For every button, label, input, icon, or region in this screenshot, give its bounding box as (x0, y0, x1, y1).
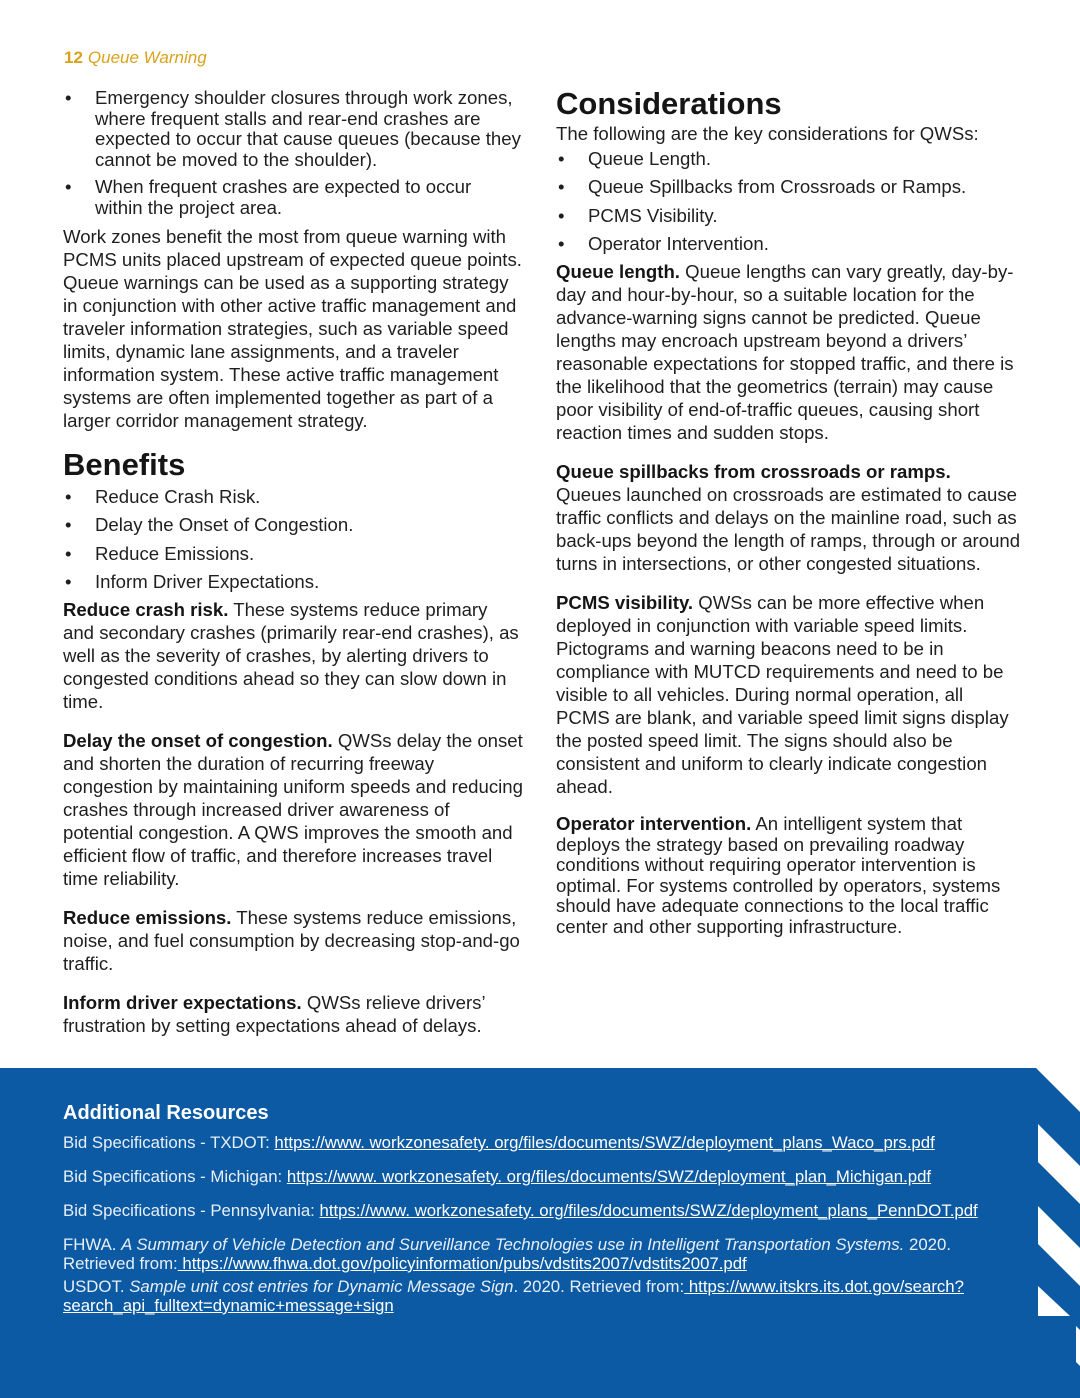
resource-item-usdot (63, 1277, 1008, 1315)
left-column (63, 88, 523, 1037)
paragraph-text: Queue lengths can vary greatly, day-by-day and hour-by-hour, so a suitable location for the advance-warning signs cannot be predicted. Queue lengths may encroach upstream beyond a drivers’ reasonable expectations for stopped traffic, and there is the likelihood that the geometrics (terrain) may cause poor visibility of end-of-traffic queues, causing short reaction times and sudden stops. (556, 261, 1014, 444)
paragraph-lead: Delay the onset of congestion. (63, 730, 333, 752)
list-item: • Operator Intervention. (556, 230, 1021, 258)
right-column (556, 88, 1021, 937)
considerations-intro: The following are the key considerations for QWSs: (556, 123, 979, 144)
citation-author: FHWA. (63, 1235, 122, 1254)
considerations-heading: Considerations (556, 86, 782, 121)
citation-suffix: 2020. Retrieved from: (63, 1235, 951, 1273)
resource-link-txdot[interactable]: https://www. workzonesafety. org/files/documents/SWZ/deployment_plans_Waco_prs.pdf (274, 1133, 935, 1152)
benefit-paragraph-crash-risk (63, 598, 523, 713)
paragraph-lead: Inform driver expectations. (63, 992, 302, 1014)
benefit-paragraph-emissions (63, 906, 523, 975)
page-number: 12 (64, 48, 83, 67)
citation-author: USDOT. (63, 1277, 130, 1296)
citation-suffix: . 2020. Retrieved from: (513, 1277, 685, 1296)
paragraph-lead: PCMS visibility. (556, 592, 694, 614)
paragraph-lead: Queue spillbacks from crossroads or ramps. (556, 461, 951, 483)
list-item: • Queue Length. (556, 145, 1021, 173)
resource-item-fhwa (63, 1235, 1008, 1273)
resource-label: Bid Specifications - Michigan: (63, 1167, 287, 1186)
list-item: • PCMS Visibility. (556, 202, 1021, 230)
resources-heading: Additional Resources (63, 1102, 269, 1124)
paragraph-text: QWSs relieve drivers’ frustration by setting expectations ahead of delays. (63, 992, 485, 1037)
intro-paragraph: Work zones benefit the most from queue warning with PCMS units placed upstream of expected queue points. Queue warnings can be used as a supporting strategy in conjunction with other active traffic management and traveler information strategies, such as variable speed limits, dynamic lane assignments, and a traveler information system. These active traffic management systems are often implemented together as part of a larger corridor management strategy. (63, 226, 522, 431)
citation-title: A Summary of Vehicle Detection and Surveillance Technologies use in Intelligent Transportation Systems. (121, 1235, 905, 1254)
resource-link-michigan[interactable]: https://www. workzonesafety. org/files/documents/SWZ/deployment_plan_Michigan.pdf (286, 1167, 932, 1186)
paragraph-text: An intelligent system that deploys the strategy based on prevailing roadway conditions without requiring operator intervention is optimal. For systems controlled by operators, systems should have adequate connections to the local traffic center and other supporting infrastructure. (556, 813, 1001, 937)
consideration-paragraph-spillbacks (556, 460, 1021, 575)
list-item: • Reduce Emissions. (63, 540, 523, 568)
diagonal-stripes-decoration (1000, 1068, 1080, 1398)
list-item: • Delay the Onset of Congestion. (63, 511, 523, 539)
running-title: Queue Warning (87, 48, 207, 67)
list-item: • When frequent crashes are expected to occur within the project area. (63, 177, 523, 218)
resource-item-txdot (63, 1133, 1008, 1153)
list-item: • Reduce Crash Risk. (63, 483, 523, 511)
paragraph-text: These systems reduce primary and secondary crashes (primarily rear-end crashes), as well as the severity of crashes, by alerting drivers to congested conditions ahead so they can slow down in time. (63, 599, 519, 713)
benefit-paragraph-congestion (63, 729, 523, 890)
page-header (64, 48, 207, 68)
additional-resources-panel (0, 1068, 1080, 1398)
list-item: • Queue Spillbacks from Crossroads or Ramps. (556, 173, 1021, 201)
paragraph-lead: Queue length. (556, 261, 680, 283)
consideration-paragraph-queue-length (556, 260, 1021, 444)
consideration-paragraph-operator (556, 814, 1021, 937)
resource-label: Bid Specifications - Pennsylvania: (63, 1201, 320, 1220)
resource-link-usdot[interactable]: https://www.itskrs.its.dot.gov/search?search_api_fulltext=dynamic+message+sign (63, 1277, 964, 1315)
paragraph-text: QWSs delay the onset and shorten the duration of recurring freeway congestion by maintaining uniform speeds and reducing crashes through increased driver awareness of potential congestion. A QWS improves the smooth and efficient flow of traffic, and therefore increases travel time reliability. (63, 730, 523, 890)
scenario-list (63, 88, 523, 218)
paragraph-lead: Reduce emissions. (63, 907, 232, 929)
considerations-list (556, 145, 1021, 258)
paragraph-text: These systems reduce emissions, noise, and fuel consumption by decreasing stop-and-go traffic. (63, 907, 520, 975)
resource-link-pennsylvania[interactable]: https://www. workzonesafety. org/files/documents/SWZ/deployment_plans_PennDOT.pdf (319, 1201, 978, 1220)
citation-title: Sample unit cost entries for Dynamic Message Sign (129, 1277, 514, 1296)
resources-block (63, 1102, 1008, 1319)
paragraph-text: QWSs can be more effective when deployed in conjunction with variable speed limits. Pictograms and warning beacons need to be in compliance with MUTCD requirements and need to be visible to all vehicles. During normal operation, all PCMS are blank, and variable speed limit signs display the posted speed limit. The signs should also be consistent and uniform to clearly indicate congestion ahead. (556, 592, 1009, 798)
resource-item-michigan (63, 1167, 1008, 1187)
paragraph-lead: Operator intervention. (556, 813, 752, 835)
resource-item-pennsylvania (63, 1201, 1008, 1221)
benefits-list (63, 483, 523, 596)
resource-link-fhwa[interactable]: https://www.fhwa.dot.gov/policyinformation/pubs/vdstits2007/vdstits2007.pdf (177, 1254, 747, 1273)
list-item: • Emergency shoulder closures through work zones, where frequent stalls and rear-end crashes are expected to occur that cause queues (because they cannot be moved to the shoulder). (63, 88, 523, 170)
consideration-paragraph-pcms-visibility (556, 591, 1021, 798)
benefit-paragraph-expectations (63, 991, 523, 1037)
paragraph-text: Queues launched on crossroads are estimated to cause traffic conflicts and delays on the mainline road, such as back-ups beyond the length of ramps, through or around turns in intersections, or other congested situations. (556, 484, 1021, 575)
benefits-heading: Benefits (63, 447, 186, 482)
paragraph-lead: Reduce crash risk. (63, 599, 229, 621)
resource-label: Bid Specifications - TXDOT: (63, 1133, 275, 1152)
list-item: • Inform Driver Expectations. (63, 568, 523, 596)
